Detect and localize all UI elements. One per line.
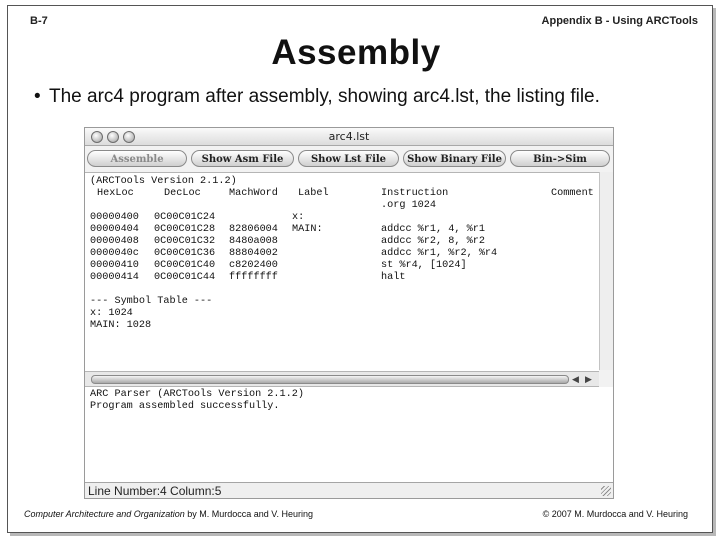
symbol-entry: x: 1024 [90, 308, 133, 319]
col-header-label: Label [298, 188, 329, 199]
listing-label: x: [292, 212, 305, 223]
symbol-entry: MAIN: 1028 [90, 320, 152, 331]
slide-number: B-7 [30, 15, 48, 27]
listing-machword: 88804002 [229, 248, 278, 259]
listing-decloc: 0C00C01C40 [154, 260, 216, 271]
arctools-window [84, 127, 614, 499]
listing-machword: ffffffff [229, 272, 278, 283]
cursor-position-status: Line Number:4 Column:5 [88, 484, 222, 498]
listing-decloc: 0C00C01C32 [154, 236, 216, 247]
resize-grip-icon[interactable] [601, 486, 611, 496]
listing-machword: 8480a008 [229, 236, 278, 247]
listing-decloc: 0C00C01C28 [154, 224, 216, 235]
bullet-icon: • [34, 86, 41, 107]
listing-hexloc: 00000410 [90, 260, 139, 271]
appendix-label: Appendix B - Using ARCTools [541, 15, 698, 27]
col-header-comment: Comment [551, 188, 594, 199]
col-header-machword: MachWord [229, 188, 278, 199]
console-output-area[interactable] [85, 387, 613, 483]
listing-text-area[interactable] [85, 172, 599, 371]
book-authors: by M. Murdocca and V. Heuring [184, 509, 313, 519]
book-title: Computer Architecture and Organization [24, 509, 185, 519]
window-title: arc4.lst [328, 130, 370, 143]
listing-machword: 82806004 [229, 224, 278, 235]
footer-copyright: © 2007 M. Murdocca and V. Heuring [542, 509, 688, 519]
listing-decloc: 0C00C01C36 [154, 248, 216, 259]
listing-hexloc: 00000408 [90, 236, 139, 247]
listing-instruction: addcc %r2, 8, %r2 [381, 236, 485, 247]
bullet-text: The arc4 program after assembly, showing arc4.lst, the listing file. [49, 86, 600, 107]
show-asm-file-button[interactable]: Show Asm File [191, 150, 294, 167]
symbol-table-header: --- Symbol Table --- [90, 296, 213, 307]
listing-decloc: 0C00C01C24 [154, 212, 216, 223]
listing-instruction: addcc %r1, %r2, %r4 [381, 248, 498, 259]
listing-hexloc: 0000040c [90, 248, 139, 259]
assemble-button[interactable]: Assemble [87, 150, 187, 167]
listing-instruction: addcc %r1, 4, %r1 [381, 224, 485, 235]
scroll-left-icon[interactable]: ◀ [572, 374, 579, 384]
listing-instruction: .org 1024 [381, 200, 437, 211]
listing-machword: c8202400 [229, 260, 278, 271]
horizontal-scrollbar[interactable] [85, 371, 599, 387]
version-line: (ARCTools Version 2.1.2) [90, 176, 237, 187]
listing-hexloc: 00000400 [90, 212, 139, 223]
col-header-hexloc: HexLoc [97, 188, 134, 199]
col-header-instruction: Instruction [381, 188, 449, 199]
listing-label: MAIN: [292, 224, 323, 235]
listing-instruction: st %r4, [1024] [381, 260, 467, 271]
footer-credit [24, 509, 313, 519]
vertical-scrollbar[interactable] [599, 172, 613, 370]
listing-instruction: halt [381, 272, 406, 283]
toolbar [85, 148, 613, 170]
bullet-item [34, 86, 600, 108]
horizontal-scroll-thumb[interactable] [91, 375, 569, 384]
scroll-right-icon[interactable]: ▶ [585, 374, 592, 384]
listing-decloc: 0C00C01C44 [154, 272, 216, 283]
bin-to-sim-button[interactable]: Bin->Sim [510, 150, 610, 167]
title-bar[interactable] [85, 128, 613, 146]
listing-hexloc: 00000414 [90, 272, 139, 283]
console-line: ARC Parser (ARCTools Version 2.1.2) [90, 389, 304, 400]
show-lst-file-button[interactable]: Show Lst File [298, 150, 399, 167]
col-header-decloc: DecLoc [164, 188, 201, 199]
console-line: Program assembled successfully. [90, 401, 280, 412]
listing-hexloc: 00000404 [90, 224, 139, 235]
status-bar [85, 483, 613, 498]
show-binary-file-button[interactable]: Show Binary File [403, 150, 506, 167]
slide-title: Assembly [271, 33, 441, 72]
